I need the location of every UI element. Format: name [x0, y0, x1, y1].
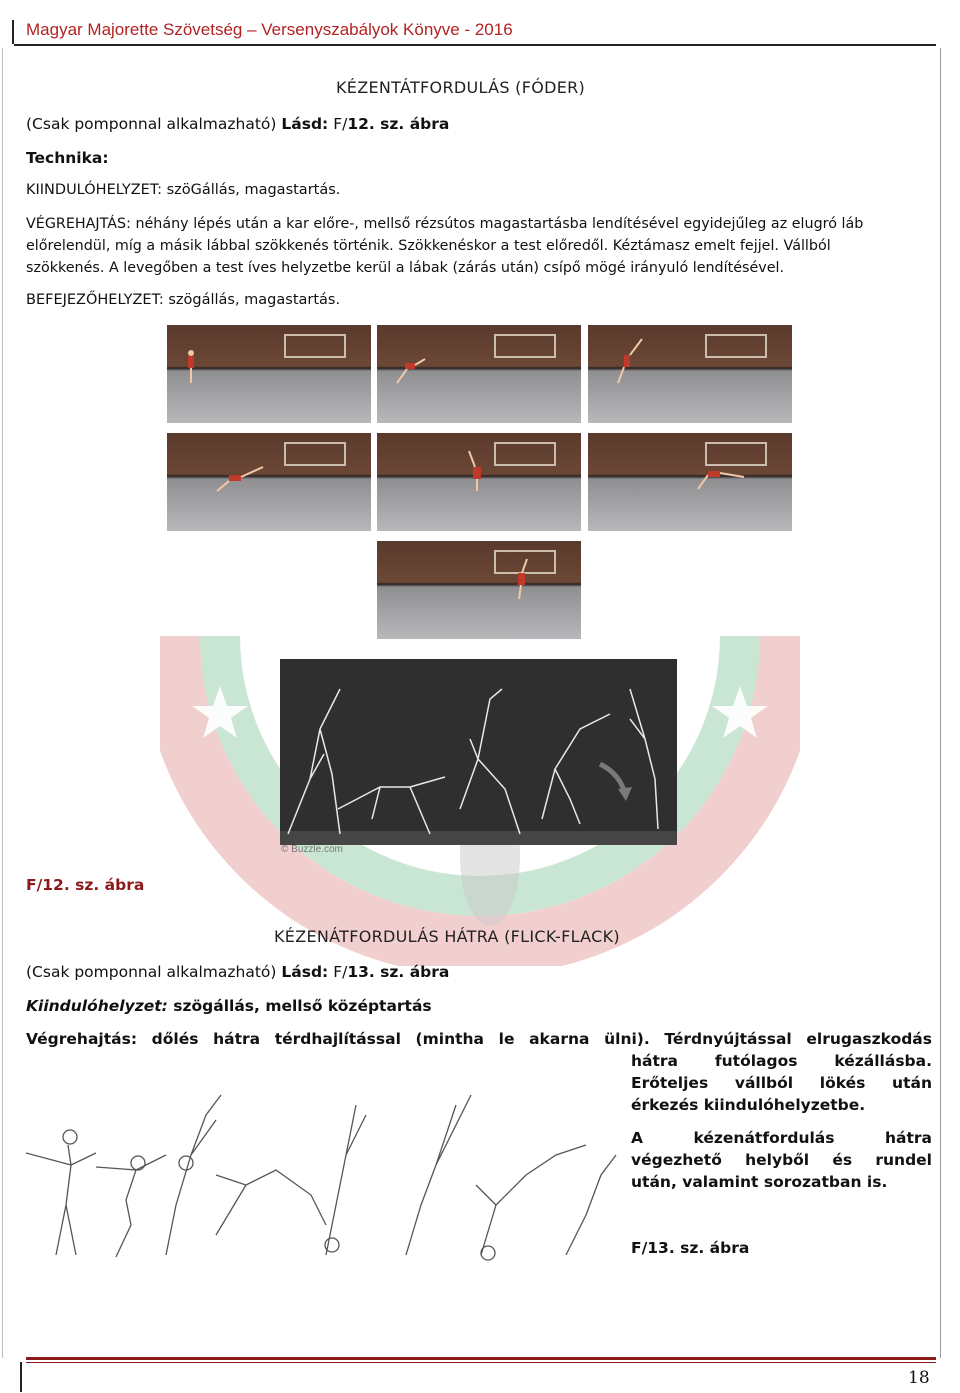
footer-rule-thin	[26, 1362, 936, 1363]
photo-frame-1	[167, 325, 371, 423]
section2-lasd: Lásd:	[281, 963, 329, 981]
footer-tick	[20, 1362, 22, 1392]
photo-frame-7	[377, 541, 581, 639]
kiindulohelyzet-text: KIINDULÓHELYZET: szöGállás, magastartás.	[26, 182, 341, 198]
figure-12-line-drawing	[280, 659, 677, 845]
section2-restriction: (Csak pomponnal alkalmazható)	[26, 963, 277, 981]
handspring-figure-drawing	[280, 659, 677, 845]
section2-vegrehajtas-cont-2: Erőteljes vállból lökés után	[631, 1074, 932, 1092]
header-title: Magyar Majorette Szövetség – Versenyszabályok Könyve - 2016	[26, 20, 513, 39]
photo-frame-3	[588, 325, 792, 423]
frame-right	[940, 48, 941, 1358]
header-rule	[14, 44, 936, 46]
section2-note-1: A kézenátfordulás hátra	[631, 1129, 932, 1147]
figure-12-label: F/12. sz. ábra	[26, 876, 145, 894]
photo-frame-6	[588, 433, 792, 531]
section2-note-2: végezhető helyből és rundel	[631, 1151, 932, 1169]
befejezohelyzet-text: BEFEJEZŐHELYZET: szögállás, magastartás.	[26, 292, 341, 308]
section2-title: KÉZENÁTFORDULÁS HÁTRA (FLICK-FLACK)	[274, 927, 620, 946]
technika-heading: Technika:	[26, 149, 109, 167]
section2-vegrehajtas-main: Végrehajtás: dőlés hátra térdhajlítással (mintha le akarna ülni). Térdnyújtással elrugaszkodás	[26, 1030, 932, 1048]
section1-reference-line	[26, 114, 449, 135]
section2-vegrehajtas-cont-3: érkezés kiindulóhelyzetbe.	[631, 1096, 866, 1114]
section2-ref-number: 13. sz. ábra	[347, 963, 450, 981]
gymnast-figure	[377, 325, 581, 423]
gymnast-figure	[588, 325, 792, 423]
vegrehajtas-line-2: előrelendül, míg a másik lábbal szökkenés történik. Szökkenéskor a test előredől. Kéztámasz emelt fejjel. Vállból	[26, 238, 831, 254]
vegrehajtas-line-3: szökkenés. A levegőben a test íves helyzetbe kerül a lábak (zárás után) csípő mögé irányuló lendítésével.	[26, 260, 785, 276]
page-number: 18	[908, 1368, 930, 1388]
kiindulohelyzet-label: Kiindulóhelyzet:	[26, 997, 168, 1015]
section1-restriction: (Csak pomponnal alkalmazható)	[26, 115, 277, 133]
gymnast-figure	[377, 541, 581, 639]
section1-ref-prefix: F/	[333, 115, 348, 133]
image-credit: © Buzzle.com	[281, 844, 343, 855]
section2-note-3: után, valamint sorozatban is.	[631, 1173, 888, 1191]
figure-13-label: F/13. sz. ábra	[631, 1239, 750, 1257]
photo-frame-4	[167, 433, 371, 531]
section2-reference-line	[26, 962, 449, 983]
section1-title: KÉZENTÁTFORDULÁS (FÓDER)	[336, 78, 586, 97]
kiindulohelyzet-value: szögállás, mellső középtartás	[167, 997, 432, 1015]
section1-ref-number: 12. sz. ábra	[347, 115, 450, 133]
photo-frame-2	[377, 325, 581, 423]
section2-vegrehajtas-cont-1: hátra futólagos kézállásba.	[631, 1052, 932, 1070]
gymnast-figure	[588, 433, 792, 531]
footer-rule-thick	[26, 1357, 936, 1360]
photo-frame-5	[377, 433, 581, 531]
frame-left	[2, 48, 3, 1358]
section2-kiindulohelyzet	[26, 996, 432, 1017]
vegrehajtas-line-1: VÉGREHAJTÁS: néhány lépés után a kar előre-, mellső rézsútos magastartásba lendítésével egyidejűleg az elugró láb	[26, 216, 864, 232]
header-tick	[12, 20, 14, 44]
gymnast-figure	[377, 433, 581, 531]
section2-ref-prefix: F/	[333, 963, 348, 981]
figure-13-back-handspring-drawing	[26, 1075, 626, 1275]
gymnast-figure	[167, 433, 371, 531]
section1-lasd: Lásd:	[281, 115, 329, 133]
gymnast-figure	[167, 325, 371, 423]
